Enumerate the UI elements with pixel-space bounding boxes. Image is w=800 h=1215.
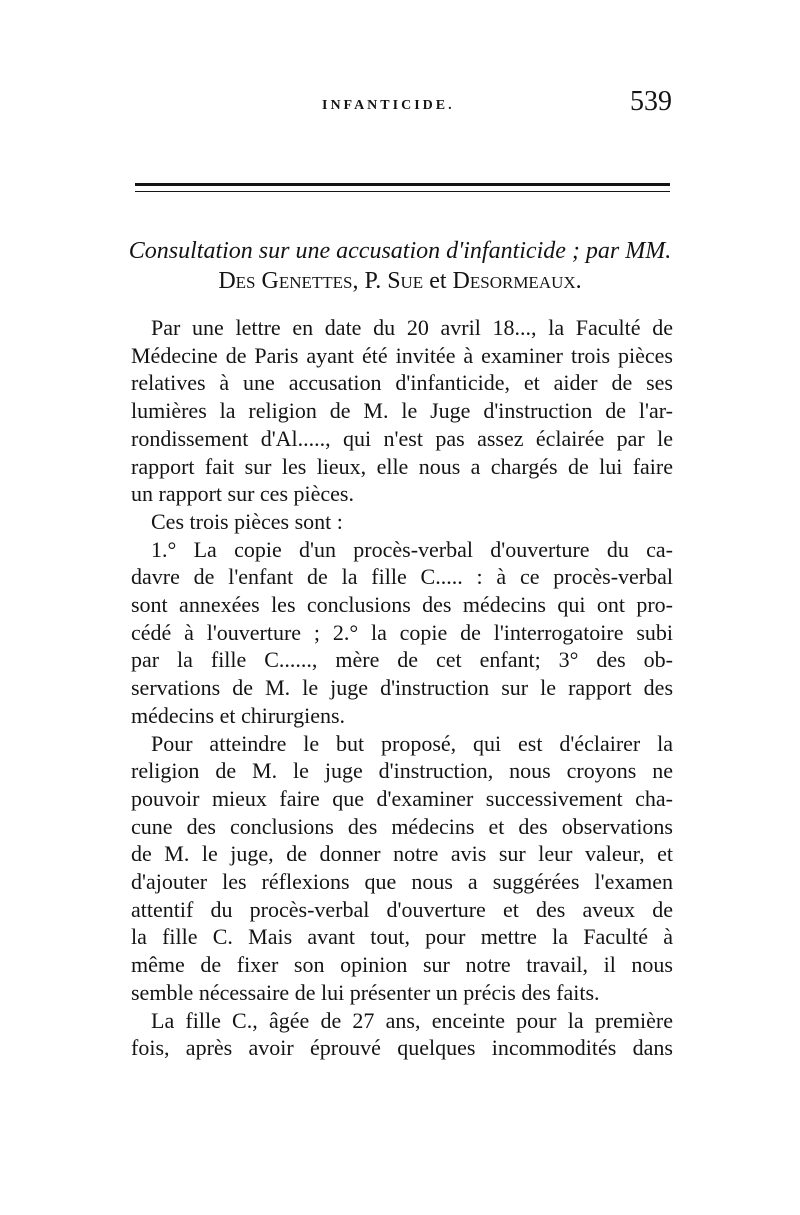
author-names xyxy=(90,266,710,296)
text-line: même de fixer son opinion sur notre travail, il nous xyxy=(131,952,673,978)
paragraph xyxy=(131,730,673,1007)
text-line: un rapport sur ces pièces. xyxy=(131,481,354,507)
text-line: Médecine de Paris ayant été invitée à examiner trois pièces xyxy=(131,342,673,368)
text-line: sont annexées les conclusions des médecins qui ont pro- xyxy=(131,592,673,618)
text-line: la fille C. Mais avant tout, pour mettre la Faculté à xyxy=(131,924,673,950)
article-title xyxy=(90,236,710,296)
page-number: 539 xyxy=(630,86,672,117)
text-line: 1.° La copie d'un procès-verbal d'ouverture du ca- xyxy=(151,536,673,562)
text-line: davre de l'enfant de la fille C..... : à ce procès-verbal xyxy=(131,564,673,590)
text-line: Ces trois pièces sont : xyxy=(151,508,343,534)
text-line: La fille C., âgée de 27 ans, enceinte pour la première xyxy=(151,1007,673,1033)
text-line: Par une lettre en date du 20 avril 18..., la Faculté de xyxy=(151,315,673,340)
text-line: relatives à une accusation d'infanticide, et aider de ses xyxy=(131,370,673,396)
text-line: d'ajouter les réflexions que nous a suggérées l'examen xyxy=(131,869,673,895)
text-line: fois, après avoir éprouvé quelques incommodités dans xyxy=(131,1035,673,1061)
text-line: par la fille C......, mère de cet enfant; 3° des ob- xyxy=(131,647,673,673)
text-line: Pour atteindre le but proposé, qui est d'éclairer la xyxy=(151,730,673,756)
author-name: Sue xyxy=(387,268,424,294)
paragraph xyxy=(131,508,673,536)
header-rule-thin xyxy=(135,191,670,192)
author-separator: , P. xyxy=(352,268,388,294)
author-separator: . xyxy=(575,268,582,294)
text-line: cédé à l'ouverture ; 2.° la copie de l'interrogatoire subi xyxy=(131,619,673,645)
text-line: semble nécessaire de lui présenter un précis des faits. xyxy=(131,979,600,1005)
paragraph xyxy=(131,536,673,730)
author-separator: et xyxy=(423,268,453,294)
text-line: lumières la religion de M. le Juge d'instruction de l'ar- xyxy=(131,398,673,424)
text-line: rondissement d'Al....., qui n'est pas assez éclairée par le xyxy=(131,425,673,451)
text-line: pouvoir mieux faire que d'examiner successivement cha- xyxy=(131,785,673,811)
text-line: de M. le juge, de donner notre avis sur leur valeur, et xyxy=(131,841,673,867)
author-name: Des Genettes xyxy=(218,268,353,294)
text-line: attentif du procès-verbal d'ouverture et des aveux de xyxy=(131,896,673,922)
author-name: Desormeaux xyxy=(452,268,576,294)
header-rule-thick xyxy=(135,183,670,186)
body-text xyxy=(131,314,673,1062)
text-line: rapport fait sur les lieux, elle nous a chargés de lui faire xyxy=(131,453,673,479)
text-line: médecins et chirurgiens. xyxy=(131,702,346,728)
text-line: religion de M. le juge d'instruction, nous croyons ne xyxy=(131,758,673,784)
text-line: cune des conclusions des médecins et des observations xyxy=(131,813,673,839)
text-line: servations de M. le juge d'instruction sur le rapport des xyxy=(131,675,673,701)
title-line: Consultation sur une accusation d'infanticide ; par MM. xyxy=(128,238,672,264)
paragraph xyxy=(131,1007,673,1062)
paragraph xyxy=(131,314,673,508)
running-head: INFANTICIDE. xyxy=(322,98,455,113)
